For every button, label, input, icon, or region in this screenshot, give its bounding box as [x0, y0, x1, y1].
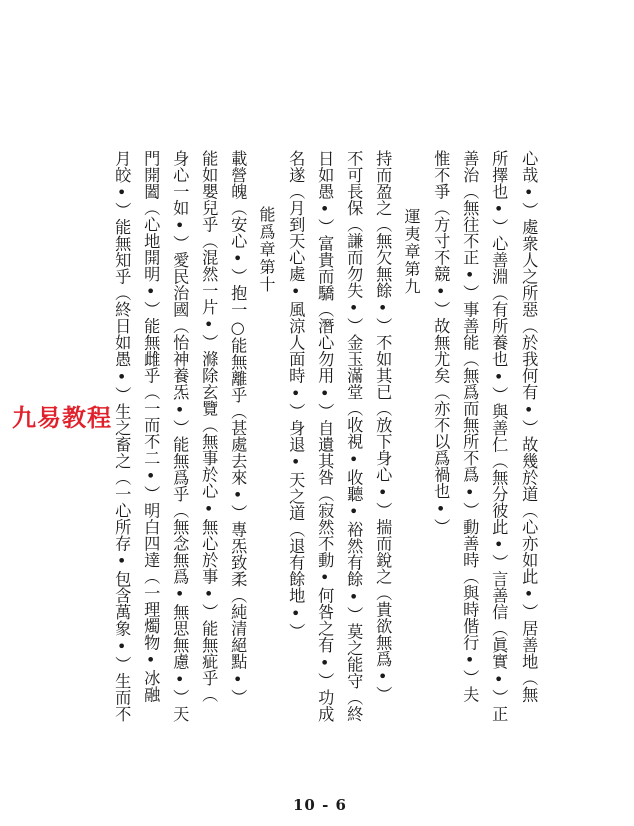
text-column: 門開闔（心地開明•）能無雌乎（一而不二•）明白四達（一理燭物•冰融	[141, 150, 161, 703]
text-column: 心哉•）處衆人之所惡（於我何有•）故幾於道（心亦如此•）居善地（無	[519, 150, 539, 703]
text-column: 能如嬰兒乎（混然一片•）滌除玄覽（無事於心•無心於事•）能無疵乎（	[199, 150, 219, 703]
text-column: 不可長保（謙而勿失•）金玉滿堂（收視•收聽•裕然有餘•）莫之能守（終	[344, 150, 364, 723]
chapter-heading: 運夷章第九	[402, 208, 421, 296]
watermark-logo: 九易教程	[12, 404, 112, 432]
text-column: 惟不爭（方寸不競•）故無尤矣（亦不以爲禍也•）	[431, 150, 451, 536]
chapter-heading: 能爲章第十	[257, 206, 276, 294]
text-column: 載營魄（安心•）抱一○能無離乎（甚處去來•）專炁致柔（純清絕點•）	[228, 150, 248, 706]
text-column: 善治（無往不正•）事善能（無爲而無所不爲•）動善時（與時偕行•）夫	[460, 150, 480, 703]
text-column: 月皎•）能無知乎（終日如愚•）生之畜之（一心所存•包含萬象•）生而不	[112, 150, 132, 723]
text-column: 持而盈之（無欠無餘•）不如其已（放下身心•）揣而銳之（貴欲無爲•）	[373, 150, 393, 703]
text-column: 身心一如•）愛民治國（怡神養炁•）能無爲乎（無念無爲•無思無慮•）天	[170, 150, 190, 723]
text-column: 名遂（月到天心處•風涼人面時•）身退•天之道（退有餘地•）	[286, 150, 306, 640]
text-column: 所擇也•）心善淵（有所養也•）與善仁（無分彼此•）言善信（眞實•）正	[489, 150, 509, 723]
text-column: 日如愚•）富貴而驕（潛心勿用•）自遺其咎（寂然不動•何咎之有•）功成	[315, 150, 335, 723]
page-number: 10 - 6	[293, 796, 347, 814]
